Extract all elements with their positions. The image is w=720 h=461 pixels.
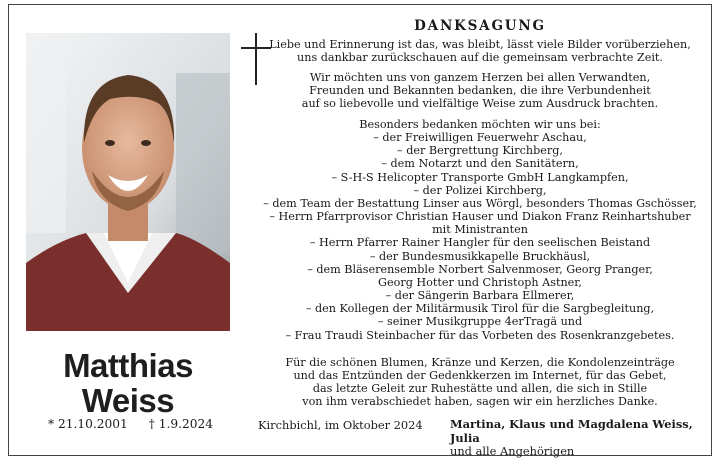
text-line: Liebe und Erinnerung ist das, was bleibt, lässt viele Bilder vorüberziehen,: [269, 38, 691, 51]
list-item: – seiner Musikgruppe 4erTragä und: [377, 315, 583, 329]
list-item: – S-H-S Helicopter Transporte GmbH Langkampfen,: [331, 170, 629, 184]
portrait-photo: [26, 33, 230, 331]
list-item: – dem Bläserensemble Norbert Salvenmoser, Georg Pranger,: [307, 262, 653, 276]
thanks-list: [250, 118, 710, 342]
list-item: – der Freiwilligen Feuerwehr Aschau,: [373, 131, 587, 145]
list-item: – Herrn Pfarrprovisor Christian Hauser und Diakon Franz Reinhartshuber: [269, 210, 691, 224]
place-date: Kirchbichl, im Oktober 2024: [258, 418, 423, 432]
list-item: – Frau Traudi Steinbacher für das Vorbeten des Rosenkranzgebetes.: [285, 328, 675, 342]
text-line: und das Entzünden der Gedenkkerzen im Internet, für das Gebet,: [293, 369, 667, 383]
list-item: – dem Team der Bestattung Linser aus Wörgl, besonders Thomas Gschösser,: [263, 196, 697, 210]
list-item: – der Polizei Kirchberg,: [413, 183, 547, 197]
signer-names: Martina, Klaus und Magdalena Weiss, Julia: [450, 417, 693, 445]
heading: DANKSAGUNG: [414, 18, 546, 34]
thanks-intro: Besonders bedanken möchten wir uns bei:: [359, 118, 601, 131]
text-line: das letzte Geleit zur Ruhestätte und allen, die sich in Stille: [312, 382, 648, 396]
text-line: Wir möchten uns von ganzem Herzen bei allen Verwandten,: [309, 71, 651, 84]
birth-date: * 21.10.2001: [48, 417, 128, 431]
signer-relatives: und alle Angehörigen: [450, 444, 575, 458]
paragraph-flowers: [250, 356, 710, 409]
list-item: – den Kollegen der Militärmusik Tirol für die Sargbegleitung,: [305, 302, 655, 316]
paragraph-thanks-all: [250, 71, 710, 110]
list-item: – der Bergrettung Kirchberg,: [397, 144, 563, 158]
text-line: auf so liebevolle und vielfältige Weise zum Ausdruck brachten.: [301, 97, 659, 111]
list-item: mit Ministranten: [432, 223, 528, 237]
list-item: – Herrn Pfarrer Rainer Hangler für den seelischen Beistand: [309, 236, 651, 250]
list-item: Georg Hotter und Christoph Astner,: [378, 275, 582, 289]
text-line: uns dankbar zurückschauen auf die gemeinsam verbrachte Zeit.: [297, 51, 663, 65]
last-name: Weiss: [81, 382, 175, 419]
list-item: – der Bundesmusikkapelle Bruckhäusl,: [369, 249, 591, 263]
text-line: Freunden und Bekannten bedanken, die ihre Verbundenheit: [309, 84, 651, 98]
paragraph-remembrance: [250, 38, 710, 64]
list-item: – der Sängerin Barbara Ellmerer,: [385, 289, 575, 303]
death-date: † 1.9.2024: [148, 417, 213, 431]
text-line: von ihm verabschiedet haben, sagen wir ein herzliches Danke.: [302, 395, 658, 409]
list-item: – dem Notarzt und den Sanitätern,: [381, 157, 579, 171]
signers: [450, 418, 720, 459]
text-line: Für die schönen Blumen, Kränze und Kerzen, die Kondolenzeinträge: [285, 356, 675, 369]
life-dates: [48, 417, 213, 431]
first-name: Matthias: [63, 347, 193, 384]
